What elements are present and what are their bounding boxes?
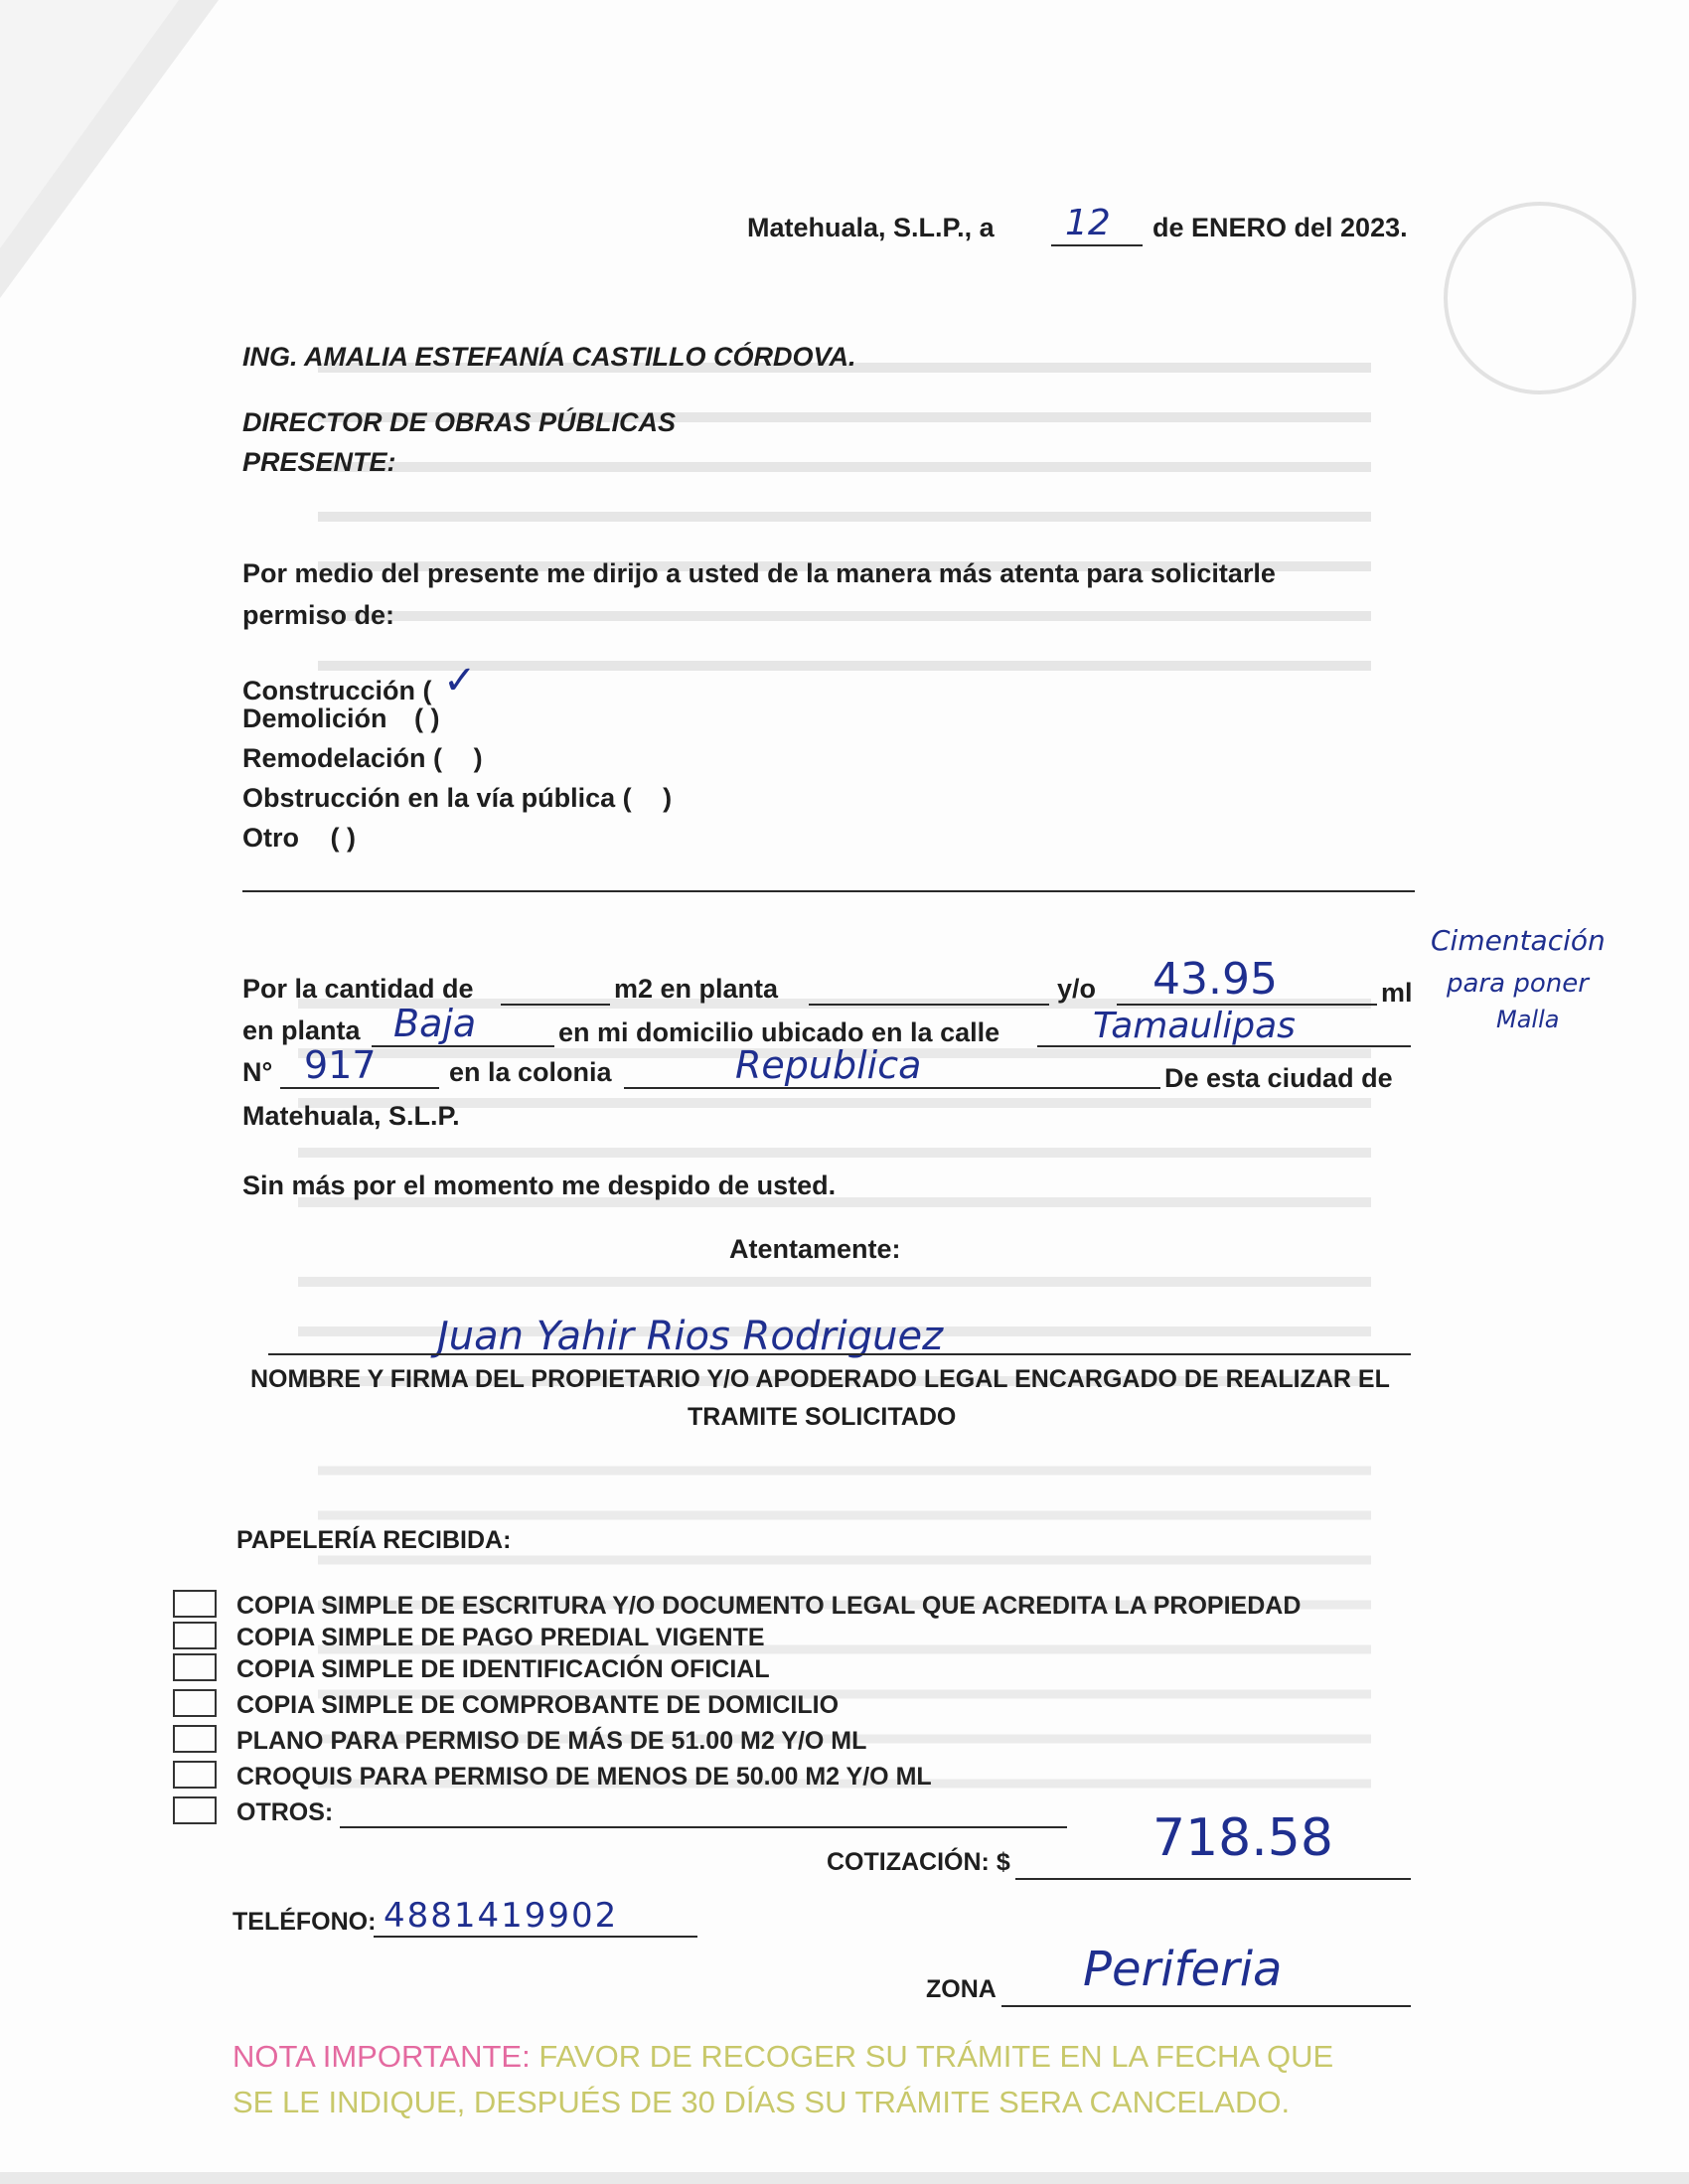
calle-label: en mi domicilio ubicado en la calle	[558, 1017, 1000, 1047]
m2-label: m2 en planta	[614, 974, 779, 1004]
colonia-value-handwritten: Republica	[735, 1043, 922, 1087]
intro-line1: Por medio del presente me dirijo a usted de la manera más atenta para solicitarle	[242, 558, 1276, 588]
checkbox-domicilio[interactable]	[173, 1689, 217, 1717]
scan-fold-shadow	[0, 0, 229, 318]
note-line1: Cimentación	[1431, 924, 1606, 957]
zona-label: ZONA	[926, 1975, 997, 2003]
note-line2: para poner	[1447, 969, 1589, 999]
recipient-name: ING. AMALIA ESTEFANÍA CASTILLO CÓRDOVA.	[242, 342, 856, 372]
cotizacion-line	[1015, 1878, 1411, 1880]
checkbox-identificacion[interactable]	[173, 1653, 217, 1681]
recipient-presente: PRESENTE:	[242, 447, 396, 477]
papeleria-item: CROQUIS PARA PERMISO DE MENOS DE 50.00 M2 Y/O ML	[236, 1763, 932, 1791]
despedida: Sin más por el momento me despido de usted.	[242, 1170, 837, 1200]
planta-line	[372, 1045, 554, 1047]
option-demolicion	[242, 703, 440, 734]
signature-name-handwritten: Juan Yahir Rios Rodriguez	[437, 1314, 944, 1359]
scan-bottom-edge	[0, 2172, 1689, 2184]
checkbox-otros[interactable]	[173, 1796, 217, 1824]
yo-label: y/o	[1057, 974, 1097, 1004]
papeleria-item: COPIA SIMPLE DE IDENTIFICACIÓN OFICIAL	[236, 1655, 770, 1683]
nota-importante	[232, 2039, 1333, 2075]
zona-value-handwritten: Periferia	[1083, 1942, 1283, 1997]
option-obstruccion	[242, 783, 672, 814]
colonia-line	[624, 1087, 1160, 1089]
option-parens: )	[663, 783, 673, 813]
nota-text1: FAVOR DE RECOGER SU TRÁMITE EN LA FECHA QUE	[538, 2039, 1334, 2074]
day-handwritten: 12	[1065, 203, 1111, 243]
option-label: Obstrucción en la vía pública (	[242, 783, 632, 813]
zona-line	[1001, 2005, 1411, 2007]
option-parens: ( )	[330, 823, 356, 853]
numero-value-handwritten: 917	[304, 1043, 377, 1087]
checkbox-predial[interactable]	[173, 1622, 217, 1649]
date-suffix: de ENERO del 2023.	[1152, 213, 1408, 242]
option-label: Otro	[242, 823, 299, 853]
ml-value-handwritten: 43.95	[1152, 954, 1278, 1005]
calle-value-handwritten: Tamaulipas	[1093, 1006, 1296, 1046]
telefono-line	[374, 1936, 697, 1938]
planta-prefix: en planta	[242, 1015, 361, 1045]
colonia-label: en la colonia	[449, 1057, 612, 1087]
telefono-label: TELÉFONO:	[232, 1908, 377, 1936]
telefono-value-handwritten: 4881419902	[384, 1896, 619, 1936]
ml-label: ml	[1381, 978, 1413, 1008]
numero-label: N°	[242, 1057, 273, 1087]
numero-line	[280, 1087, 439, 1089]
nota-text2: SE LE INDIQUE, DESPUÉS DE 30 DÍAS SU TRÁMITE SERA CANCELADO.	[232, 2085, 1291, 2119]
cotizacion-value-handwritten: 718.58	[1152, 1808, 1333, 1868]
ciudad-label: De esta ciudad de	[1164, 1063, 1393, 1093]
construccion-checkmark: ✓	[443, 658, 477, 703]
option-label: Demolición	[242, 703, 387, 733]
papeleria-item: PLANO PARA PERMISO DE MÁS DE 51.00 M2 Y/O ML	[236, 1727, 867, 1755]
otro-line	[242, 890, 1415, 892]
bleed-seal	[1431, 189, 1649, 407]
option-label: Remodelación (	[242, 743, 443, 773]
otros-line	[340, 1826, 1067, 1828]
option-otro	[242, 823, 356, 854]
nota-label: NOTA IMPORTANTE:	[232, 2039, 531, 2074]
option-parens: )	[473, 743, 483, 773]
signature-line	[268, 1353, 1411, 1355]
planta-m2-line	[809, 1004, 1049, 1006]
planta-value-handwritten: Baja	[393, 1002, 477, 1045]
cantidad-line	[501, 1004, 610, 1006]
checkbox-croquis[interactable]	[173, 1761, 217, 1789]
papeleria-item: COPIA SIMPLE DE PAGO PREDIAL VIGENTE	[236, 1624, 765, 1651]
cantidad-prefix: Por la cantidad de	[242, 974, 474, 1004]
papeleria-item: COPIA SIMPLE DE ESCRITURA Y/O DOCUMENTO LEGAL QUE ACREDITA LA PROPIEDAD	[236, 1592, 1302, 1620]
checkbox-plano[interactable]	[173, 1725, 217, 1753]
papeleria-item: COPIA SIMPLE DE COMPROBANTE DE DOMICILIO	[236, 1691, 840, 1719]
note-line3: Malla	[1496, 1006, 1560, 1033]
option-remodelacion	[242, 743, 483, 774]
option-label: Construcción (	[242, 676, 432, 705]
signature-caption-line1: NOMBRE Y FIRMA DEL PROPIETARIO Y/O APODERADO LEGAL ENCARGADO DE REALIZAR EL	[250, 1365, 1390, 1393]
signature-caption-line2: TRAMITE SOLICITADO	[688, 1403, 957, 1431]
intro-line2: permiso de:	[242, 600, 395, 630]
place-date-prefix: Matehuala, S.L.P., a	[747, 213, 995, 242]
papeleria-title: PAPELERÍA RECIBIDA:	[236, 1526, 512, 1554]
ciudad-line2: Matehuala, S.L.P.	[242, 1101, 460, 1131]
papeleria-item: OTROS:	[236, 1798, 334, 1826]
atentamente: Atentamente:	[729, 1234, 901, 1264]
recipient-title: DIRECTOR DE OBRAS PÚBLICAS	[242, 407, 677, 437]
checkbox-escritura[interactable]	[173, 1590, 217, 1618]
cotizacion-label: COTIZACIÓN: $	[827, 1848, 1010, 1876]
option-parens: ( )	[414, 703, 440, 733]
day-line	[1051, 244, 1143, 246]
